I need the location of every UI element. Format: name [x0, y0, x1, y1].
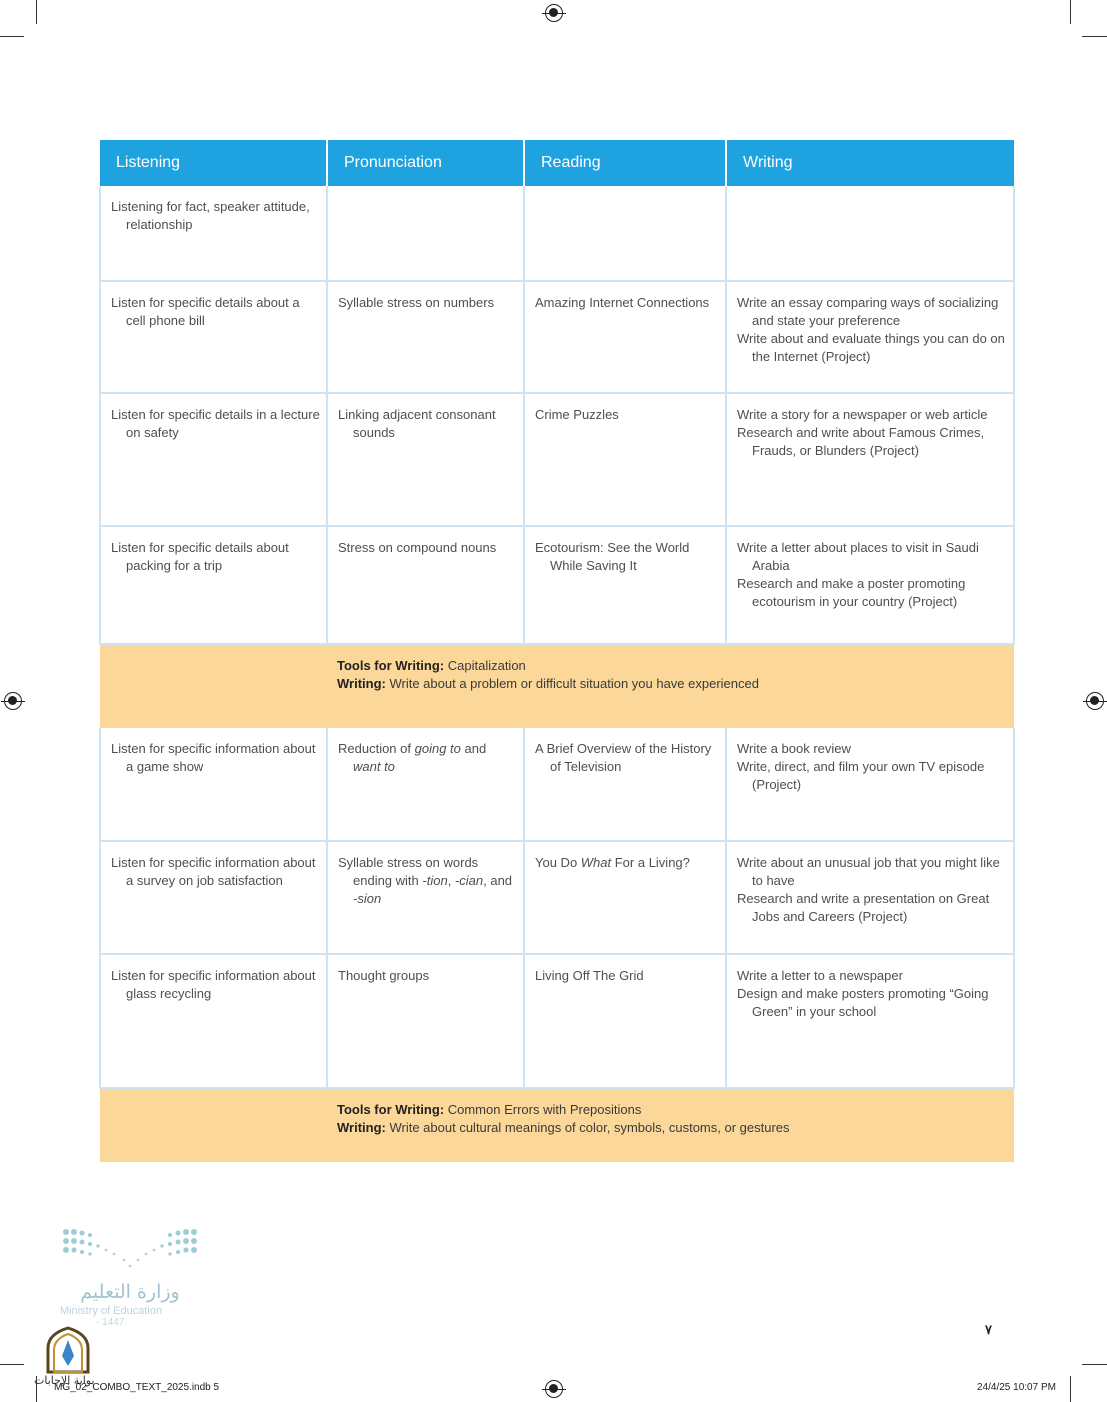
listening-cell: Listen for specific details about a cell phone bill	[100, 281, 327, 393]
listening-cell: Listen for specific information about a survey on job satisfaction	[100, 841, 327, 954]
registration-mark-icon	[545, 1380, 563, 1398]
ministry-year: - 1447	[96, 1317, 125, 1328]
writing-cell: Write an essay comparing ways of socializing and state your preference Write about and evaluate things you can do on the Internet (Project)	[726, 281, 1014, 393]
table-row	[100, 728, 1014, 841]
reading-cell: Amazing Internet Connections	[524, 281, 726, 393]
reading-cell: You Do What For a Living?	[524, 841, 726, 954]
writing-cell: Write a book review Write, direct, and film your own TV episode (Project)	[726, 728, 1014, 841]
crop-mark	[0, 1364, 24, 1365]
table-row	[100, 954, 1014, 1088]
pronunciation-cell	[327, 186, 524, 281]
table-row	[100, 841, 1014, 954]
tools-line: Tools for Writing: Capitalization	[337, 658, 526, 673]
table-row	[100, 526, 1014, 644]
reading-cell: Ecotourism: See the World While Saving It	[524, 526, 726, 644]
site-logo-text: بوابة الإجابات	[34, 1374, 95, 1387]
ministry-dots-icon	[60, 1226, 200, 1272]
ministry-logo	[60, 1226, 200, 1328]
scope-sequence-table	[99, 140, 1015, 1162]
reading-cell: A Brief Overview of the History of Television	[524, 728, 726, 841]
pronunciation-cell: Syllable stress on numbers	[327, 281, 524, 393]
header-listening: Listening	[100, 140, 327, 186]
header-writing: Writing	[726, 140, 1014, 186]
table-header-row	[100, 140, 1014, 186]
listening-cell: Listening for fact, speaker attitude, relationship	[100, 186, 327, 281]
listening-cell: Listen for specific details about packing for a trip	[100, 526, 327, 644]
table-row	[100, 393, 1014, 526]
listening-cell: Listen for specific details in a lecture on safety	[100, 393, 327, 526]
writing-cell: Write a story for a newspaper or web article Research and write about Famous Crimes, Frauds, or Blunders (Project)	[726, 393, 1014, 526]
pronunciation-cell: Syllable stress on words ending with -tion, -cian, and -sion	[327, 841, 524, 954]
registration-mark-icon	[545, 4, 563, 22]
writing-line: Writing: Write about cultural meanings of color, symbols, customs, or gestures	[337, 1120, 790, 1135]
ministry-english-name: Ministry of Education	[60, 1305, 163, 1317]
crop-mark	[1082, 1364, 1107, 1365]
mosque-arch-icon	[34, 1326, 106, 1376]
page-number: ٧	[985, 1322, 992, 1337]
header-pronunciation: Pronunciation	[327, 140, 524, 186]
reading-cell: Living Off The Grid	[524, 954, 726, 1088]
writing-line: Writing: Write about a problem or difficult situation you have experienced	[337, 676, 759, 691]
tools-line: Tools for Writing: Common Errors with Prepositions	[337, 1102, 642, 1117]
table-row	[100, 186, 1014, 281]
crop-mark	[36, 0, 37, 24]
crop-mark	[1070, 0, 1071, 24]
ministry-arabic-name: وزارة التعليم	[80, 1281, 180, 1303]
tools-band	[100, 644, 1014, 728]
tools-band-cell	[100, 644, 1014, 728]
reading-cell	[524, 186, 726, 281]
writing-cell: Write about an unusual job that you might like to have Research and write a presentation on Great Jobs and Careers (Project)	[726, 841, 1014, 954]
writing-cell	[726, 186, 1014, 281]
listening-cell: Listen for specific information about glass recycling	[100, 954, 327, 1088]
tools-band-cell	[100, 1088, 1014, 1162]
pronunciation-cell: Linking adjacent consonant sounds	[327, 393, 524, 526]
writing-cell: Write a letter about places to visit in Saudi Arabia Research and make a poster promoting ecotourism in your country (Project)	[726, 526, 1014, 644]
registration-mark-icon	[4, 692, 22, 710]
writing-cell: Write a letter to a newspaper Design and make posters promoting “Going Green” in your school	[726, 954, 1014, 1088]
crop-mark	[1070, 1376, 1071, 1402]
reading-cell: Crime Puzzles	[524, 393, 726, 526]
pronunciation-cell: Stress on compound nouns	[327, 526, 524, 644]
crop-mark	[0, 36, 24, 37]
pronunciation-cell: Reduction of going to and want to	[327, 728, 524, 841]
pronunciation-cell: Thought groups	[327, 954, 524, 1088]
table-row	[100, 281, 1014, 393]
listening-cell: Listen for specific information about a game show	[100, 728, 327, 841]
footer-date: 24/4/25 10:07 PM	[977, 1382, 1056, 1393]
crop-mark	[1082, 36, 1107, 37]
registration-mark-icon	[1086, 692, 1104, 710]
header-reading: Reading	[524, 140, 726, 186]
tools-band	[100, 1088, 1014, 1162]
footer-file-name: MG_02_COMBO_TEXT_2025.indb 5	[54, 1382, 220, 1393]
